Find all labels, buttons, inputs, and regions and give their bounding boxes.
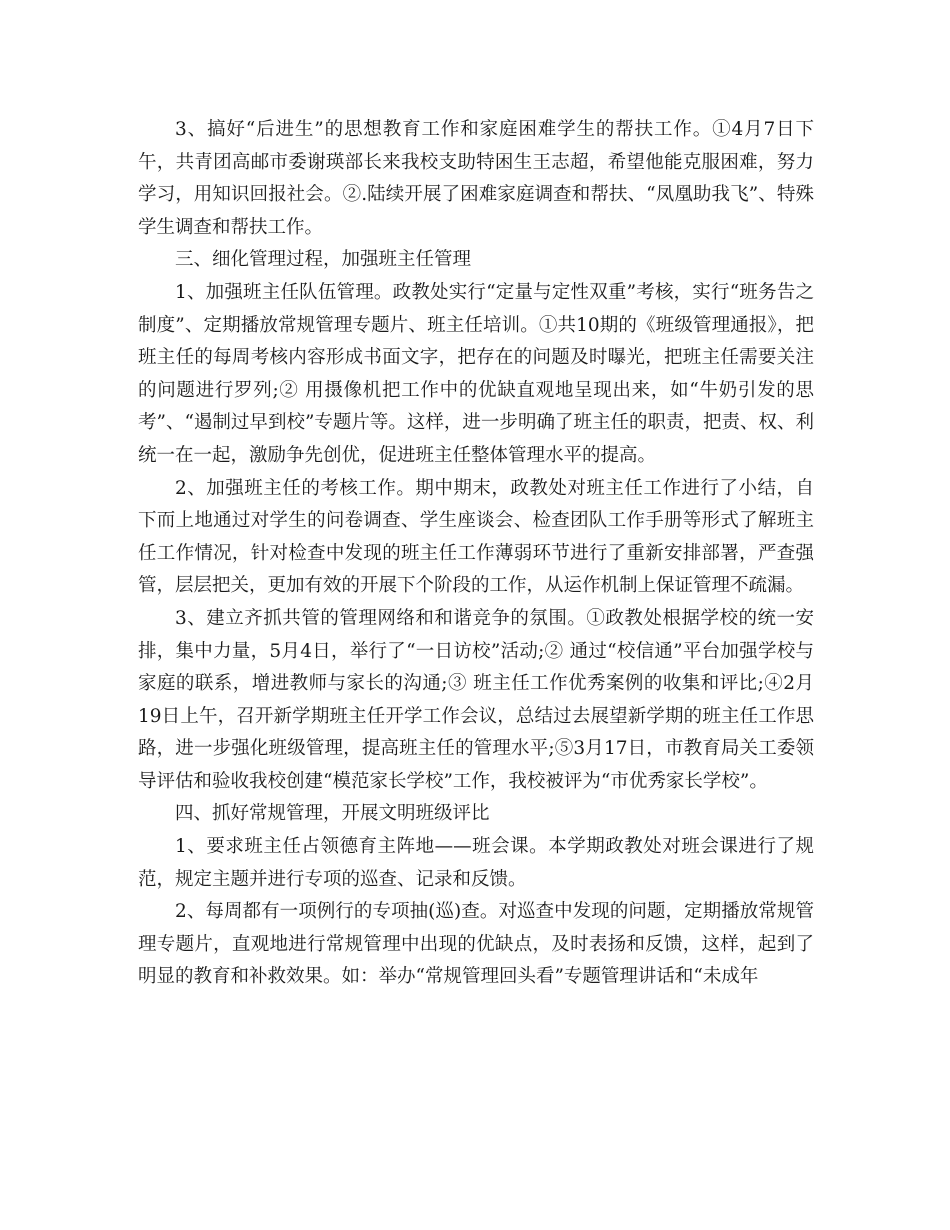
section-heading-4: 四、抓好常规管理，开展文明班级评比 <box>175 803 490 825</box>
paragraph-student-support: 3、搞好“后进生”的思想教育工作和家庭困难学生的帮扶工作。①4月7日下午，共青团高邮市委谢瑛部长来我校支助特困生王志超，希望他能克服困难，努力学习，用知识回报社会。②.陆续开展了困难家庭调查和帮扶、“凤凰助我飞”、特殊学生调查和帮扶工作。 <box>138 119 814 238</box>
document-body <box>138 114 814 994</box>
paragraph-teacher-assessment: 2、加强班主任的考核工作。期中期末，政教处对班主任工作进行了小结，自下而上地通过对学生的问卷调查、学生座谈会、检查团队工作手册等形式了解班主任工作情况，针对检查中发现的班主任工作薄弱环节进行了重新安排部署，严查强管，层层把关，更加有效的开展下个阶段的工作，从运作机制上保证管理不疏漏。 <box>138 477 814 597</box>
paragraph-weekly-inspection: 2、每周都有一项例行的专项抽(巡)查。对巡查中发现的问题，定期播放常规管理专题片，直观地进行常规管理中出现的优缺点，及时表扬和反馈，这样，起到了明显的教育和补救效果。如：举办“常规管理回头看”专题管理讲话和“未成年 <box>138 901 814 988</box>
paragraph-teacher-team: 1、加强班主任队伍管理。政教处实行“定量与定性双重”考核，实行“班务告之制度”、定期播放常规管理专题片、班主任培训。①共10期的《班级管理通报》，把班主任的每周考核内容形成书面文字，把存在的问题及时曝光，把班主任需要关注的问题进行罗列;② 用摄像机把工作中的优缺直观地呈现出来，如“牛奶引发的思考”、“遏制过早到校”专题片等。这样，进一步明确了班主任的职责，把责、权、利统一在一起，激励争先创优，促进班主任整体管理水平的提高。 <box>138 281 814 466</box>
paragraph-management-network: 3、建立齐抓共管的管理网络和和谐竞争的氛围。①政教处根据学校的统一安排，集中力量，5月4日，举行了“一日访校”活动;② 通过“校信通”平台加强学校与家庭的联系，增进教师与家长的沟通;③ 班主任工作优秀案例的收集和评比;④2月19日上午，召开新学期班主任开学工作会议，总结过去展望新学期的班主任工作思路，进一步强化班级管理，提高班主任的管理水平;⑤3月17日，市教育局关工委领导评估和验收我校创建“模范家长学校”工作，我校被评为“市优秀家长学校”。 <box>138 607 814 792</box>
paragraph-class-meeting: 1、要求班主任占领德育主阵地——班会课。本学期政教处对班会课进行了规范，规定主题并进行专项的巡查、记录和反馈。 <box>138 836 814 890</box>
section-heading-3: 三、细化管理过程，加强班主任管理 <box>175 249 472 271</box>
